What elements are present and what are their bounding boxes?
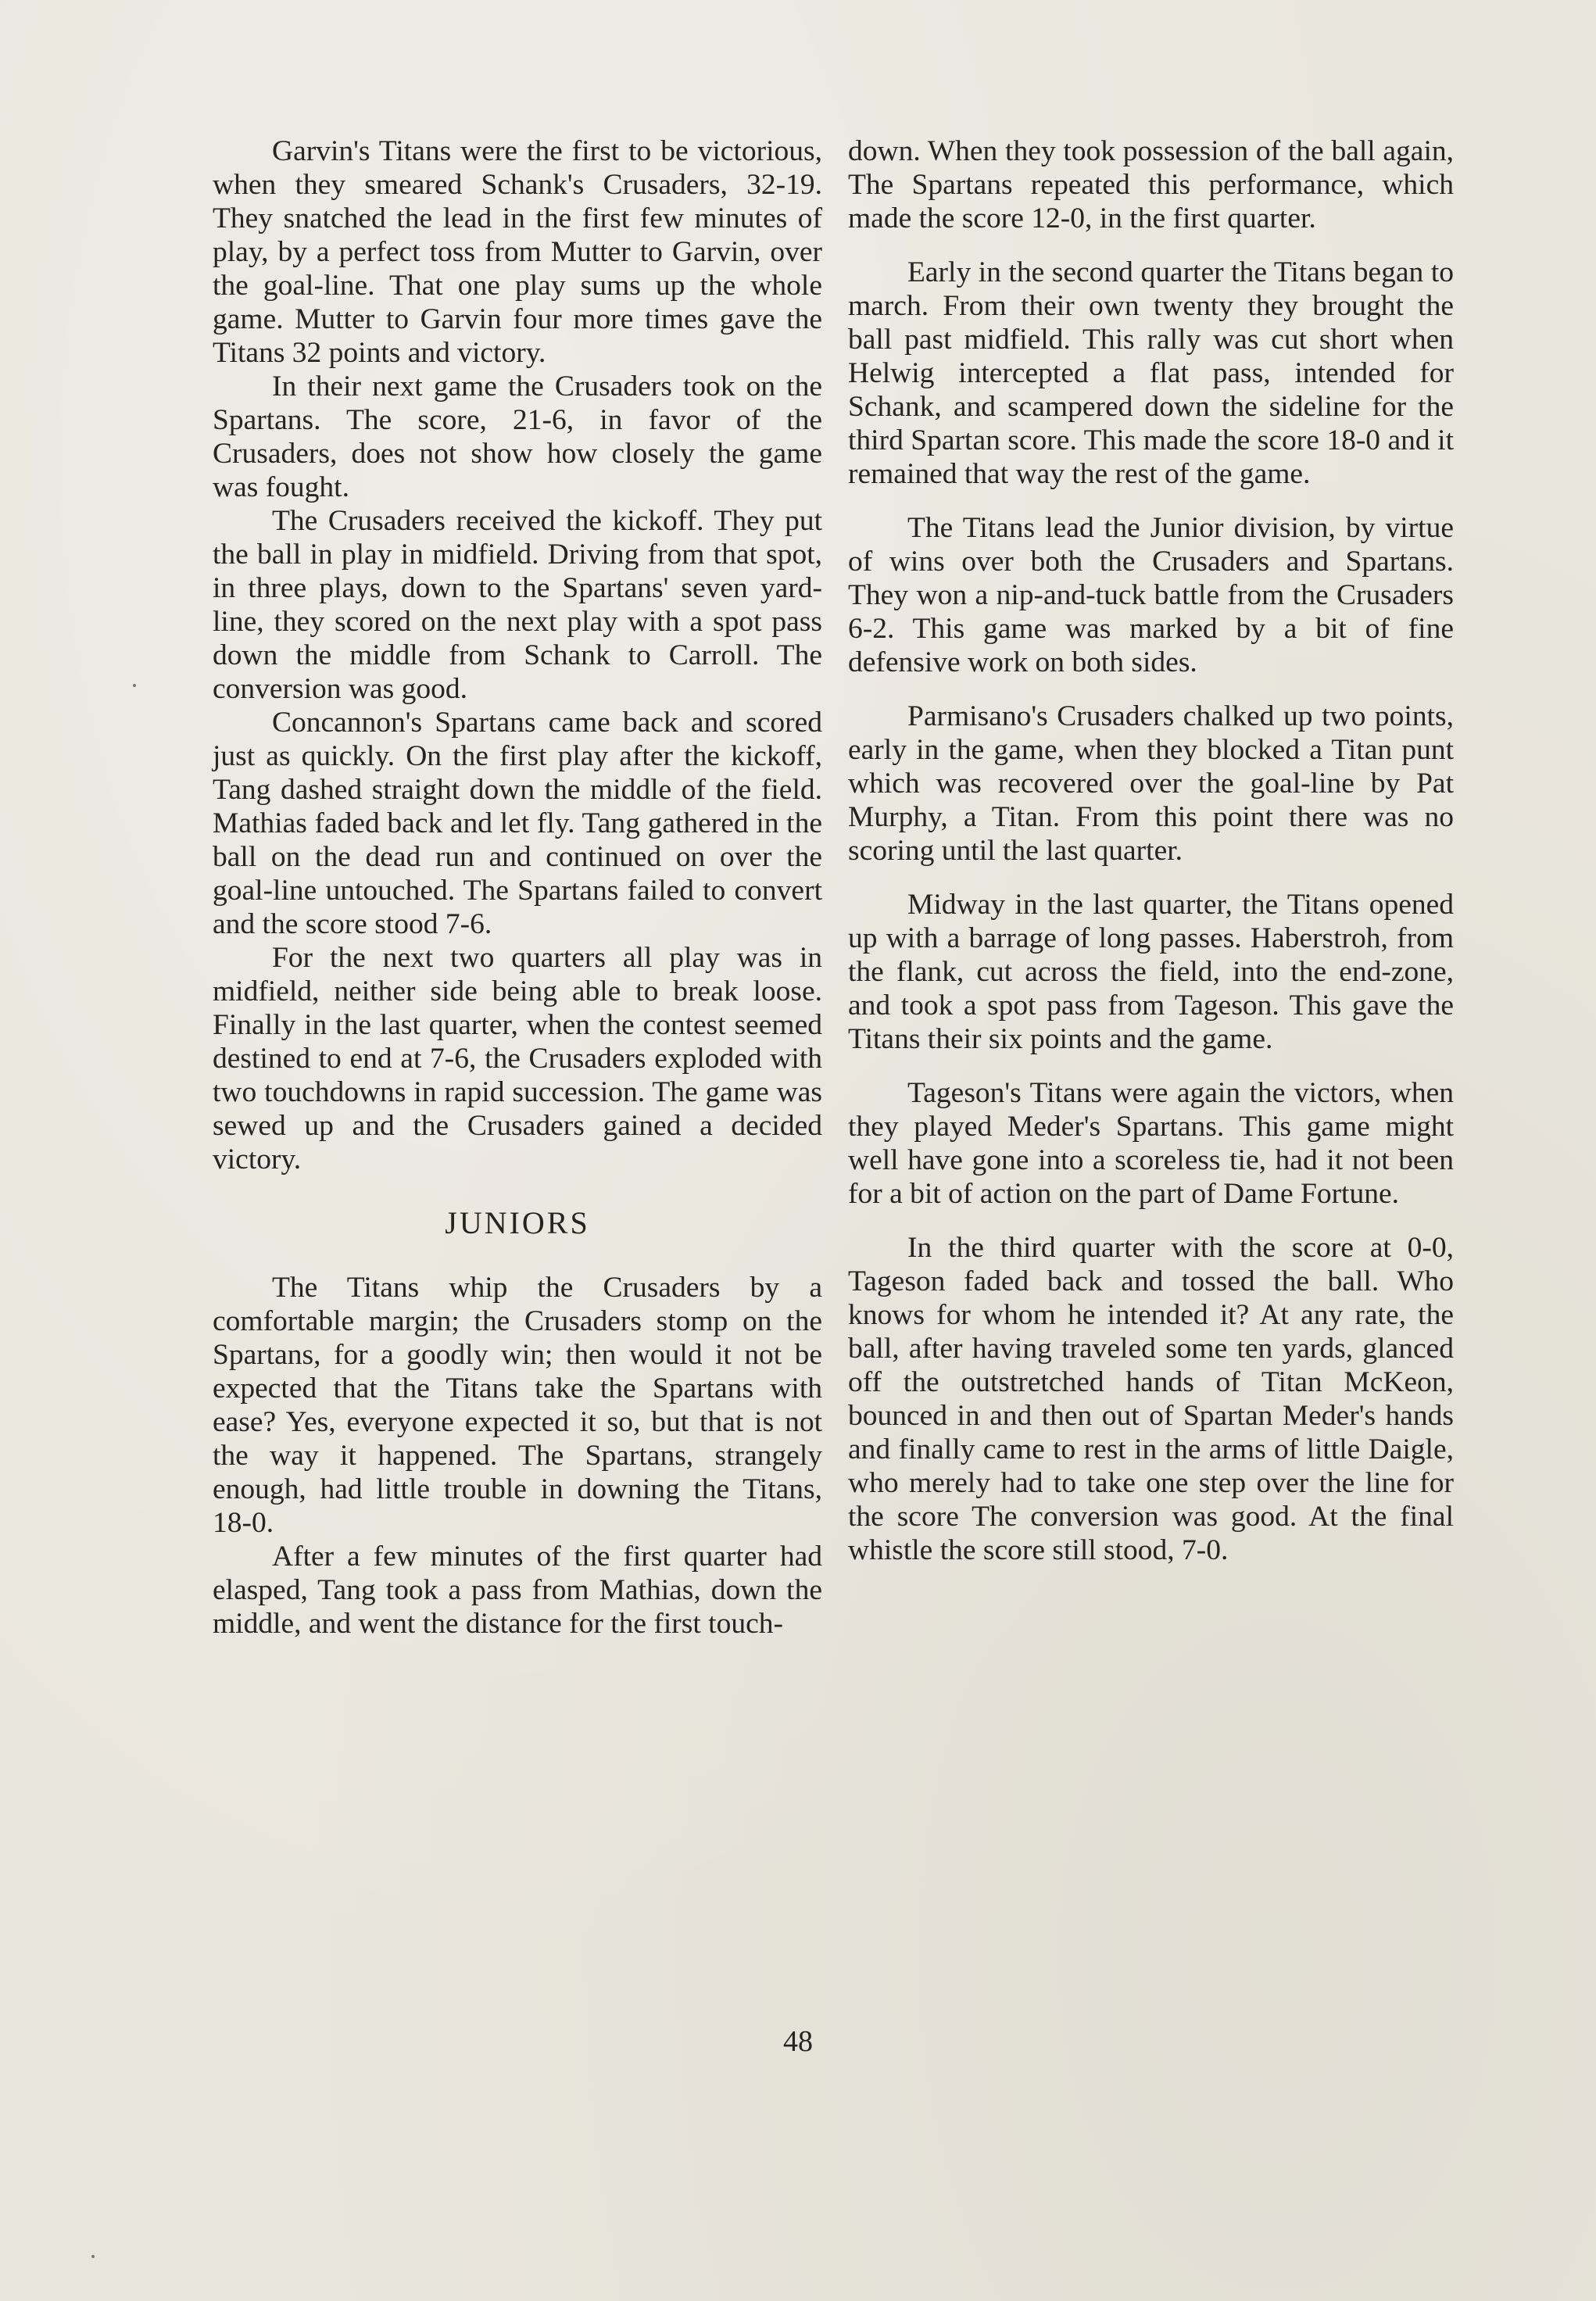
page-number: 48: [783, 2025, 813, 2058]
paragraph: Early in the second quarter the Titans began to march. From their own twenty they brought the ball past midfield. This rally was cut short when Helwig intercepted a flat pass, intended for Schank, and scampered down the sideline for the third Spartan score. This made the score 18-0 and it remained that way the rest of the game.: [848, 256, 1454, 490]
paragraph: The Titans lead the Junior division, by virtue of wins over both the Crusaders and Spartans. They won a nip-and-tuck battle from the Crusaders 6-2. This game was marked by a bit of fine defensive work on both sides.: [848, 512, 1454, 678]
paragraph: The Titans whip the Crusaders by a comfortable margin; the Crusaders stomp on the Spartans, for a goodly win; then would it not be expected that the Titans take the Spartans with ease? Yes, everyone expected it so, but that is not the way it happened. The Spartans, strangely enough, had little trouble in downing the Titans, 18-0.: [213, 1272, 822, 1539]
paragraph: Midway in the last quarter, the Titans opened up with a barrage of long passes. Haberstroh, from the flank, cut across the field, into the end-zone, and took a spot pass from Tageson. This gave the Titans their six points and the game.: [848, 889, 1454, 1055]
paragraph: In the third quarter with the score at 0-0, Tageson faded back and tossed the ball. Who knows for whom he intended it? At any rate, the ball, after having traveled some ten yards, glanced off the outstretched hands of Titan McKeon, bounced in and then out of Spartan Meder's hands and finally came to rest in the arms of little Daigle, who merely had to take one step over the line for the score The conversion was good. At the final whistle the score still stood, 7-0.: [848, 1232, 1454, 1566]
paragraph: After a few minutes of the first quarter had elasped, Tang took a pass from Mathias, down the middle, and went the distance for the first touch-: [213, 1541, 822, 1640]
paragraph: Garvin's Titans were the first to be victorious, when they smeared Schank's Crusaders, 32-19. They snatched the lead in the first few minutes of play, by a perfect toss from Mutter to Garvin, over the goal-line. That one play sums up the whole game. Mutter to Garvin four more times gave the Titans 32 points and victory.: [213, 135, 822, 369]
paragraph: Concannon's Spartans came back and scored just as quickly. On the first play after the kickoff, Tang dashed straight down the middle of the field. Mathias faded back and let fly. Tang gathered in the ball on the dead run and continued on over the goal-line untouched. The Spartans failed to convert and the score stood 7-6.: [213, 707, 822, 940]
paragraph: The Crusaders received the kickoff. They put the ball in play in midfield. Driving from that spot, in three plays, down to the Spartans' seven yard-line, they scored on the next play with a spot pass down the middle from Schank to Carroll. The conversion was good.: [213, 505, 822, 705]
left-column: [213, 134, 822, 1641]
dust-speck: [91, 2255, 95, 2258]
paragraph: Parmisano's Crusaders chalked up two points, early in the game, when they blocked a Titan punt which was recovered over the goal-line by Pat Murphy, a Titan. From this point there was no scoring until the last quarter.: [848, 700, 1454, 867]
paragraph: In their next game the Crusaders took on the Spartans. The score, 21-6, in favor of the Crusaders, does not show how closely the game was fought.: [213, 370, 822, 503]
dust-speck: [133, 684, 136, 687]
right-column: [848, 134, 1454, 1587]
section-heading-juniors: JUNIORS: [445, 1205, 590, 1240]
paragraph: Tageson's Titans were again the victors, when they played Meder's Spartans. This game might well have gone into a scoreless tie, had it not been for a bit of action on the part of Dame Fortune.: [848, 1077, 1454, 1210]
continued-paragraph: down. When they took possession of the ball again, The Spartans repeated this performance, which made the score 12-0, in the first quarter.: [848, 135, 1454, 234]
paragraph: For the next two quarters all play was in midfield, neither side being able to break loose. Finally in the last quarter, when the contest seemed destined to end at 7-6, the Crusaders exploded with two touchdowns in rapid succession. The game was sewed up and the Crusaders gained a decided victory.: [213, 942, 822, 1176]
